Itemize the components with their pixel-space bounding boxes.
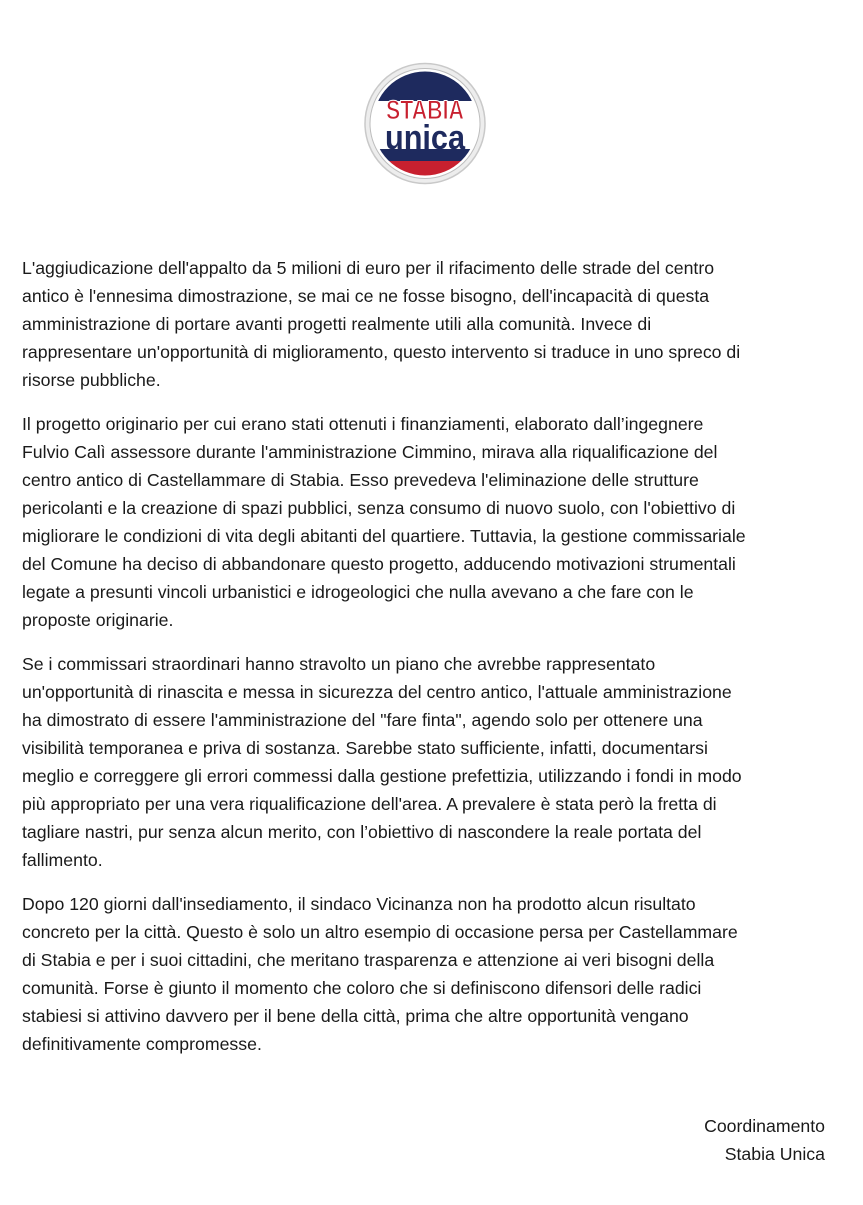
paragraph-line: Se i commissari straordinari hanno stravolto un piano che avrebbe rappresentato (22, 654, 656, 674)
paragraph-line: L'aggiudicazione dell'appalto da 5 milioni di euro per il rifacimento delle strade del centro (22, 258, 715, 278)
document-body (22, 254, 842, 1074)
paragraph-3 (22, 650, 842, 874)
paragraph-line: centro antico di Castellammare di Stabia. Esso prevedeva l'eliminazione delle strutture (22, 470, 699, 490)
paragraph-line: stabiesi si attivino davvero per il bene della città, prima che altre opportunità vengano (22, 1006, 689, 1026)
paragraph-line: legate a presunti vincoli urbanistici e idrogeologici che nulla avevano a che fare con le (22, 582, 694, 602)
signature-line-1: Coordinamento (704, 1116, 825, 1136)
paragraph-line: Il progetto originario per cui erano stati ottenuti i finanziamenti, elaborato dall’ingegnere (22, 414, 704, 434)
paragraph-line: definitivamente compromesse. (22, 1034, 262, 1054)
paragraph-line: ha dimostrato di essere l'amministrazione del "fare finta", agendo solo per ottenere una (22, 710, 703, 730)
paragraph-4 (22, 890, 842, 1058)
paragraph-line: risorse pubbliche. (22, 370, 161, 390)
paragraph-line: antico è l'ennesima dimostrazione, se mai ce ne fosse bisogno, dell'incapacità di questa (22, 286, 710, 306)
paragraph-line: un'opportunità di rinascita e messa in sicurezza del centro antico, l'attuale amministrazione (22, 682, 732, 702)
signature-block (704, 1112, 825, 1168)
paragraph-line: più appropriato per una vera riqualificazione dell'area. A prevalere è stata però la fretta di (22, 794, 717, 814)
paragraph-1 (22, 254, 842, 394)
paragraph-line: pericolanti e la creazione di spazi pubblici, senza consumo di nuovo suolo, con l'obiettivo di (22, 498, 736, 518)
paragraph-line: Dopo 120 giorni dall'insediamento, il sindaco Vicinanza non ha prodotto alcun risultato (22, 894, 696, 914)
paragraph-line: del Comune ha deciso di abbandonare questo progetto, adducendo motivazioni strumentali (22, 554, 736, 574)
paragraph-line: concreto per la città. Questo è solo un altro esempio di occasione persa per Castellammare (22, 922, 738, 942)
paragraph-line: tagliare nastri, pur senza alcun merito, con l’obiettivo di nascondere la reale portata del (22, 822, 702, 842)
paragraph-line: amministrazione di portare avanti progetti realmente utili alla comunità. Invece di (22, 314, 652, 334)
logo-text-unica: unica (385, 119, 466, 157)
stabia-unica-logo (364, 61, 486, 186)
signature-line-2: Stabia Unica (724, 1144, 825, 1164)
paragraph-line: comunità. Forse è giunto il momento che coloro che si definiscono difensori delle radici (22, 978, 702, 998)
logo-text-stabia: STABIA (386, 95, 464, 125)
paragraph-line: rappresentare un'opportunità di miglioramento, questo intervento si traduce in uno spreco di (22, 342, 741, 362)
paragraph-line: visibilità temporanea e priva di sostanza. Sarebbe stato sufficiente, infatti, documentarsi (22, 738, 708, 758)
paragraph-line: di Stabia e per i suoi cittadini, che meritano trasparenza e attenzione ai veri bisogni della (22, 950, 715, 970)
paragraph-line: meglio e correggere gli errori commessi dalla gestione prefettizia, utilizzando i fondi in modo (22, 766, 742, 786)
paragraph-line: Fulvio Calì assessore durante l'amministrazione Cimmino, mirava alla riqualificazione del (22, 442, 718, 462)
paragraph-line: migliorare le condizioni di vita degli abitanti del quartiere. Tuttavia, la gestione commissariale (22, 526, 746, 546)
paragraph-2 (22, 410, 842, 634)
paragraph-line: fallimento. (22, 850, 103, 870)
paragraph-line: proposte originarie. (22, 610, 174, 630)
